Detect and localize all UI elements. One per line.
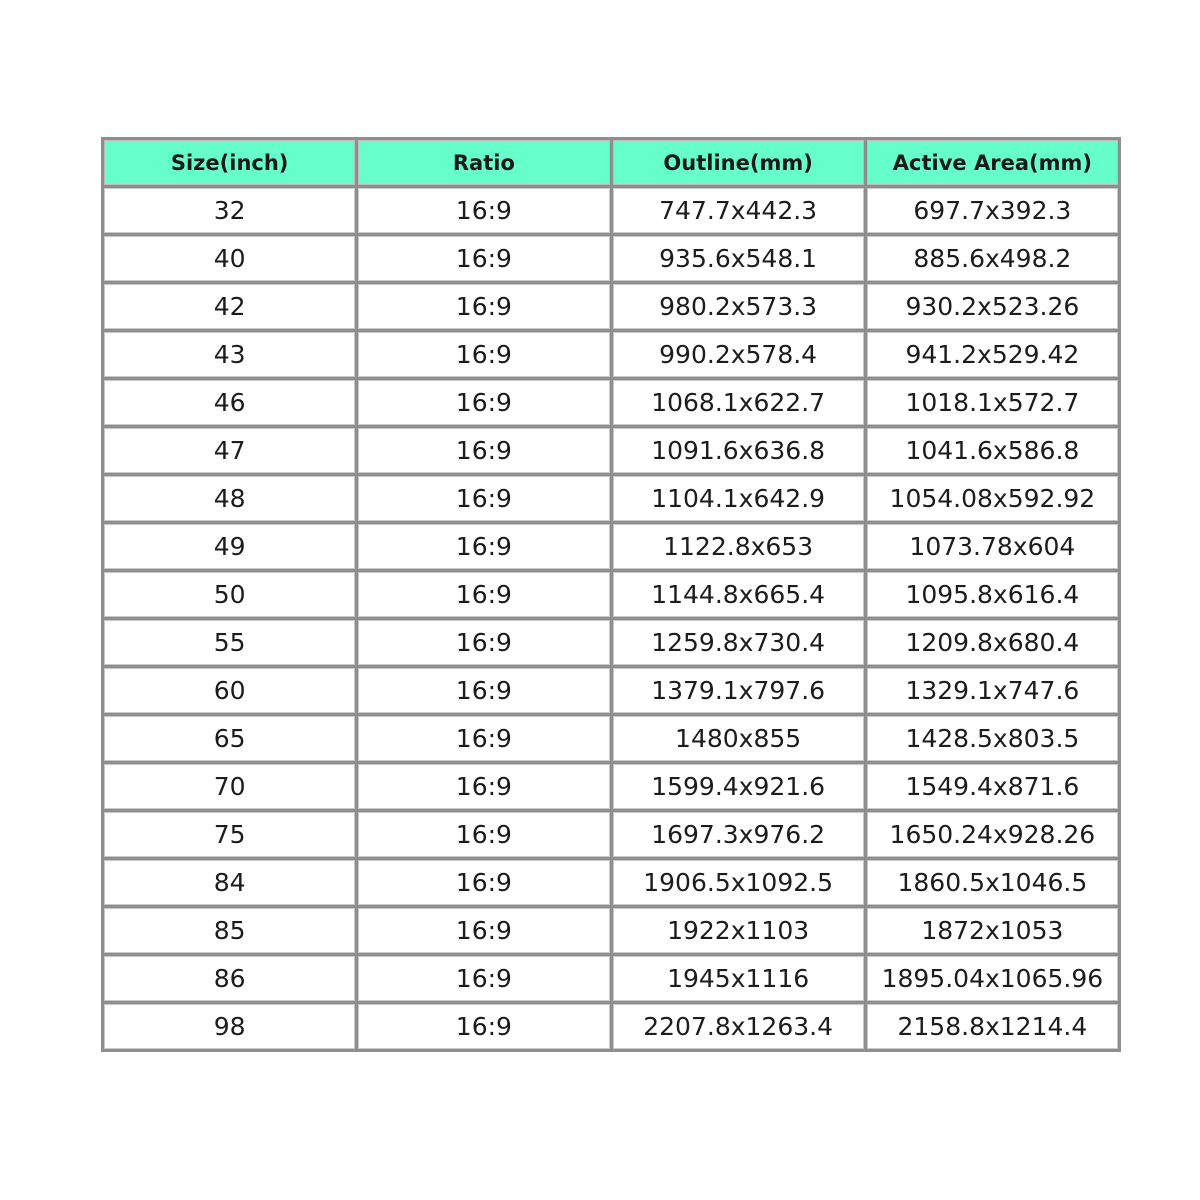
header-size: Size(inch) [104,140,355,185]
cell-outline: 1122.8x653 [613,524,864,569]
cell-size: 70 [104,764,355,809]
cell-outline: 1599.4x921.6 [613,764,864,809]
cell-outline: 1259.8x730.4 [613,620,864,665]
cell-size: 48 [104,476,355,521]
cell-ratio: 16:9 [358,524,609,569]
cell-ratio: 16:9 [358,764,609,809]
cell-outline: 1104.1x642.9 [613,476,864,521]
cell-outline: 1945x1116 [613,956,864,1001]
cell-ratio: 16:9 [358,284,609,329]
table-row [104,236,1118,281]
table-body [104,188,1118,1049]
table-row [104,908,1118,953]
table-row [104,764,1118,809]
cell-size: 50 [104,572,355,617]
cell-ratio: 16:9 [358,380,609,425]
cell-ratio: 16:9 [358,188,609,233]
table-row [104,812,1118,857]
cell-ratio: 16:9 [358,716,609,761]
cell-size: 75 [104,812,355,857]
cell-outline: 935.6x548.1 [613,236,864,281]
cell-active-area: 2158.8x1214.4 [867,1004,1118,1049]
table-row [104,860,1118,905]
cell-active-area: 1895.04x1065.96 [867,956,1118,1001]
cell-outline: 1480x855 [613,716,864,761]
cell-ratio: 16:9 [358,860,609,905]
table-row [104,332,1118,377]
cell-ratio: 16:9 [358,668,609,713]
cell-active-area: 1095.8x616.4 [867,572,1118,617]
cell-active-area: 941.2x529.42 [867,332,1118,377]
cell-size: 49 [104,524,355,569]
cell-active-area: 1872x1053 [867,908,1118,953]
cell-size: 47 [104,428,355,473]
table-row [104,1004,1118,1049]
cell-ratio: 16:9 [358,236,609,281]
cell-outline: 1906.5x1092.5 [613,860,864,905]
cell-active-area: 1041.6x586.8 [867,428,1118,473]
cell-active-area: 1549.4x871.6 [867,764,1118,809]
table-row [104,524,1118,569]
cell-active-area: 1018.1x572.7 [867,380,1118,425]
cell-ratio: 16:9 [358,908,609,953]
cell-outline: 1068.1x622.7 [613,380,864,425]
cell-outline: 1379.1x797.6 [613,668,864,713]
cell-size: 98 [104,1004,355,1049]
cell-active-area: 697.7x392.3 [867,188,1118,233]
cell-size: 43 [104,332,355,377]
cell-active-area: 1860.5x1046.5 [867,860,1118,905]
header-ratio: Ratio [358,140,609,185]
cell-outline: 2207.8x1263.4 [613,1004,864,1049]
cell-outline: 1697.3x976.2 [613,812,864,857]
cell-active-area: 1428.5x803.5 [867,716,1118,761]
cell-active-area: 1650.24x928.26 [867,812,1118,857]
table-row [104,428,1118,473]
cell-active-area: 1073.78x604 [867,524,1118,569]
cell-size: 46 [104,380,355,425]
cell-outline: 980.2x573.3 [613,284,864,329]
table-row [104,668,1118,713]
table-header [104,140,1118,185]
table-row [104,188,1118,233]
table-row [104,572,1118,617]
screen-size-spec-table [101,137,1121,1052]
cell-ratio: 16:9 [358,332,609,377]
cell-outline: 1922x1103 [613,908,864,953]
table-row [104,380,1118,425]
table-row [104,284,1118,329]
cell-ratio: 16:9 [358,812,609,857]
cell-size: 86 [104,956,355,1001]
cell-size: 32 [104,188,355,233]
cell-size: 84 [104,860,355,905]
header-row [104,140,1118,185]
cell-active-area: 1329.1x747.6 [867,668,1118,713]
cell-size: 60 [104,668,355,713]
cell-outline: 1144.8x665.4 [613,572,864,617]
table-row [104,716,1118,761]
table-row [104,956,1118,1001]
cell-size: 42 [104,284,355,329]
cell-ratio: 16:9 [358,620,609,665]
cell-ratio: 16:9 [358,956,609,1001]
cell-active-area: 930.2x523.26 [867,284,1118,329]
cell-outline: 747.7x442.3 [613,188,864,233]
cell-size: 40 [104,236,355,281]
cell-ratio: 16:9 [358,1004,609,1049]
cell-size: 65 [104,716,355,761]
cell-outline: 1091.6x636.8 [613,428,864,473]
cell-active-area: 885.6x498.2 [867,236,1118,281]
header-active-area: Active Area(mm) [867,140,1118,185]
cell-active-area: 1054.08x592.92 [867,476,1118,521]
cell-outline: 990.2x578.4 [613,332,864,377]
cell-ratio: 16:9 [358,428,609,473]
table-row [104,620,1118,665]
cell-ratio: 16:9 [358,572,609,617]
table-row [104,476,1118,521]
header-outline: Outline(mm) [613,140,864,185]
cell-ratio: 16:9 [358,476,609,521]
cell-size: 55 [104,620,355,665]
cell-size: 85 [104,908,355,953]
cell-active-area: 1209.8x680.4 [867,620,1118,665]
